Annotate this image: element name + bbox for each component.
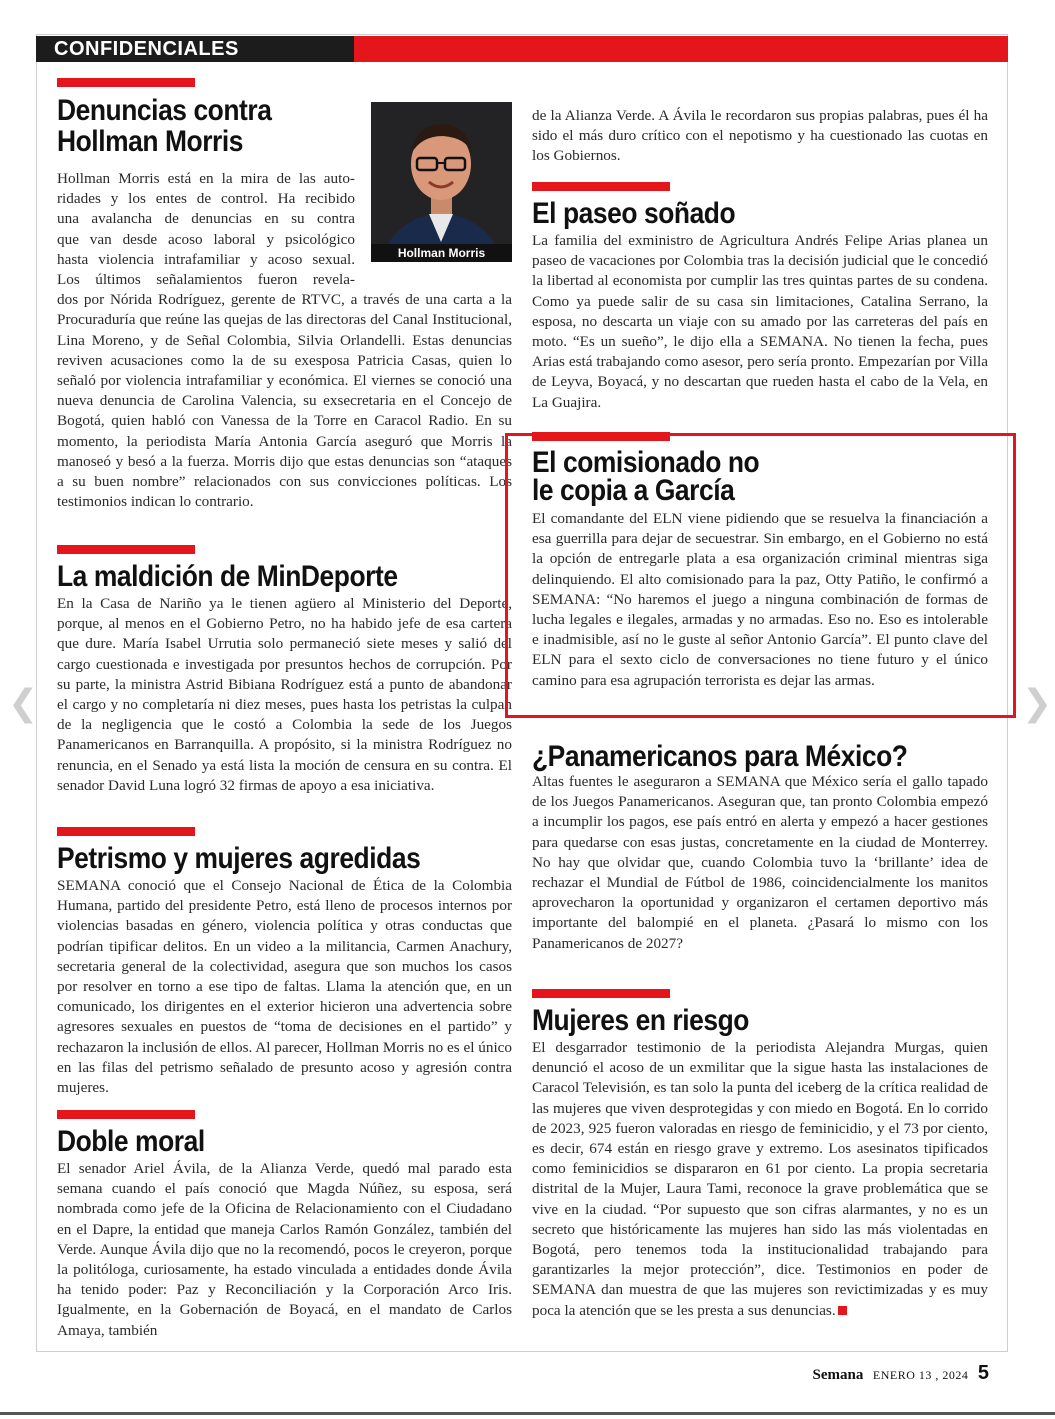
article-title-line2: le copia a García: [532, 474, 735, 507]
article-body-line: ridades y los entes de control. Ha recibido: [57, 190, 355, 208]
article-body: El comandante del ELN viene pidiendo que se resuelva la financiación a esa guerrilla para dejar de secuestrar. Sin embargo, en el Gobierno no está la opción de entregarle plata a esa organización criminal mientras siga delinquiendo. El alto comisionado para la paz, Otty Patiño, le confirmó a SEMANA: “No haremos el juego a ninguna combinación de formas de lucha legales e ilegales, armadas y no armadas. Eso no. Eso es intolerable e inadmisible, así no le guste al señor Antonio García”. El punto clave del ELN para el sexto ciclo de conversaciones no tiene futuro y el único camino para esa agrupación terrorista es dejar las armas.: [532, 510, 988, 689]
section-header-bar: [36, 36, 1008, 62]
red-rule: [57, 78, 195, 87]
red-rule: [532, 989, 670, 998]
previous-page-arrow-icon[interactable]: ❮: [8, 683, 39, 724]
article-body: SEMANA conoció que el Consejo Nacional de Ética de la Colombia Humana, partido del presidente Petro, está lleno de procesos internos por violencias basadas en género, violencia política y otras conductas que podrían tipificar delitos. En un video a la militancia, Carmen Anachury, secretaria general de la colectividad, asegura que son muchos los casos por resolver en torno a ese tipo de faltas. Llama la atención que, en un comunicado, los dirigentes en el exterior hicieron una advertencia sobre agresores sexuales en puestos de “toma de decisiones en el partido” y rechazaron la inclusión de ellos. Al parecer, Hollman Morris no es el único en las filas del petrismo señalado de presunto acoso y agresión contra mujeres.: [57, 877, 512, 1097]
article-mindeporte: [57, 545, 512, 796]
article-title: El paseo soñado: [532, 197, 736, 230]
portrait-illustration: [371, 102, 512, 262]
article-title: Doble moral: [57, 1125, 205, 1158]
article-body: En la Casa de Nariño ya le tienen agüero al Ministerio del Deporte, porque, al menos en el Gobierno Petro, no ha habido jefe de esa cartera que dure. María Isabel Urrutia solo permaneció siete meses y salió del cargo cuestionada e investigada por presuntos hechos de corrupción. Por su parte, la ministra Astrid Bibiana Rodríguez está a punto de abandonar el cargo y no completaría ni diez meses, pues hasta los petristas la culpan de la negligencia que le costó a Colombia la sede de los Juegos Panamericanos en Barranquilla. A propósito, si la ministra Rodríguez no renuncia, en el Senado ya está lista la moción de censura en su contra. El senador David Luna logró 32 firmas de apoyo a esa iniciativa.: [57, 595, 512, 794]
article-title: ¿Panamericanos para México?: [532, 740, 908, 773]
article-title-line1: El comisionado no: [532, 446, 760, 479]
bottom-divider: [0, 1412, 1055, 1415]
article-body-line: que van desde acoso laboral y psicológico: [57, 230, 355, 248]
article-title: La maldición de MinDeporte: [57, 560, 398, 593]
article-body: La familia del exministro de Agricultura Andrés Felipe Arias planea un paseo de vacaciones por Colombia tras la decisión judicial que le concedió la libertad al economista por cumplir las tres quintas partes de su condena. Como ya puede salir de su casa sin limitaciones, Catalina Serrano, la esposa, no descarta un viaje con su amado por las carreteras del país en moto. “Es un sueño”, le dijo ella a SEMANA. No tienen la fecha, pues Arias está trabajando como asesor, pero sería pronto. Empezarían por Villa de Leyva, Boyacá, y no descartan que rueden hasta el cabo de la Vela, en La Guajira.: [532, 232, 988, 411]
next-page-arrow-icon[interactable]: ❯: [1022, 683, 1053, 724]
article-body-line: Hollman Morris está en la mira de las auto-: [57, 170, 355, 187]
article-body-line: Los últimos señalamientos fueron revela-: [57, 271, 355, 289]
article-body-line: hasta violencia intrafamiliar y acoso sexual.: [57, 250, 355, 268]
photo-caption: Hollman Morris: [371, 244, 512, 262]
article-body: Altas fuentes le aseguraron a SEMANA que México sería el gallo tapado de los Juegos Panamericanos. Aseguran que, tan pronto Colombia empezó a incumplir los pagos, ese país entró en alerta y empezó a hacer gestiones para quedarse con esas justas, concretamente en la ciudad de Monterrey. No hay que olvidar que, cuando Colombia tuvo la ‘brillante’ idea de rechazar el Mundial de Fútbol de 1986, coincidencialmente los manitos aprovecharon la oportunidad y organizaron el certamen deportivo más importante del balompié en el planeta. ¿Pasará lo mismo con los Panamericanos de 2027?: [532, 773, 988, 952]
article-body: dos por Nórida Rodríguez, gerente de RTVC, a través de una carta a la Procuraduría que reúne las quejas de las directoras del Canal Institucional, Lina Moreno, y de Señal Colombia, Silvia Orlandelli. Estas denuncias reviven acusaciones como la de su exesposa Patricia Casas, quien lo señaló por violencia intrafamiliar y económica. El viernes se conoció una nueva denuncia de Carolina Valencia, su exsecretaria en el Concejo de Bogotá, quien habló con Vanessa de la Torre en Caracol Radio. En su momento, la periodista María Antonia García aseguró que Morris la manoseó y besó a la fuerza. Morris dijo que estas denuncias son “ataques a su buen nombre” relacionados con sus convicciones políticas. Los testimonios indican lo contrario.: [57, 291, 512, 511]
red-rule: [57, 827, 195, 836]
highlight-box: [505, 433, 1016, 718]
red-rule: [57, 1110, 195, 1119]
article-petrismo: [57, 827, 512, 1098]
article-paseo: [532, 182, 988, 413]
article-panamericanos: [532, 742, 988, 954]
article-body: [532, 1038, 988, 1321]
red-rule: [532, 182, 670, 191]
article-body-line: una avalancha de denuncias en su contra: [57, 210, 355, 228]
article-body-continued: de la Alianza Verde. A Ávila le recordaron sus propias palabras, pues él ha sido el más duro crítico con el nepotismo y ha cuestionado las cuotas en los Gobiernos.: [532, 107, 988, 165]
article-title: Mujeres en riesgo: [532, 1004, 750, 1037]
red-rule: [57, 545, 195, 554]
end-of-article-mark: [838, 1306, 847, 1315]
article-title: Petrismo y mujeres agredidas: [57, 842, 421, 875]
footer-date: ENERO 13 , 2024: [872, 1368, 969, 1382]
article-title-line2: Hollman Morris: [57, 125, 244, 158]
page-footer: [813, 1362, 989, 1385]
portrait-photo: [371, 102, 512, 262]
footer-brand: Semana: [812, 1367, 864, 1383]
article-body-text: El desgarrador testimonio de la periodista Alejandra Murgas, quien denunció el acoso de un exmilitar que la sigue hasta las instalaciones de Caracol Televisión, es tan solo la punta del iceberg de la crítica realidad de las mujeres que viven desprotegidas y con miedo en Bogotá. En lo corrido de 2023, 925 fueron valoradas en riesgo de feminicidio, y el 73 por ciento, es decir, 674 están en riesgo grave y extremo. Los asesinatos tipificados como feminicidios se dispararon en 61 por ciento. La propia secretaria distrital de la Mujer, Laura Tami, reconoce la grave problemática que se vive en la ciudad. “Por supuesto que son cifras alarmantes, y no es un secreto que históricamente las mujeres han sido las más violentadas en Bogotá, pero tenemos toda la institucionalidad trabajando para garantizarles la mejor protección”, dice. Testimonios en poder de SEMANA dan muestra de que las mujeres son revictimizadas y es muy poca la atención que se les presta a sus denuncias.: [532, 1039, 988, 1319]
article-doble-moral: [57, 1110, 512, 1341]
article-body: El senador Ariel Ávila, de la Alianza Verde, quedó mal parado esta semana cuando el país conoció que Magda Núñez, su esposa, será nombrada como jefe de la Oficina de Relacionamiento con el Ciudadano en el Dapre, la entidad que maneja Carlos Ramón González, también del Verde. Aunque Ávila dijo que no la recomendó, pocos le creyeron, porque la politóloga, curiosamente, ha estado vinculada a entidades donde Ávila ha tenido poder: Paz y Reconciliación y la Corporación Arco Iris. Igualmente, en la Gobernación de Boyacá, en el mandato de Carlos Amaya, también: [57, 1160, 512, 1339]
article-doble-moral-continued: [532, 106, 988, 167]
article-mujeres-riesgo: [532, 989, 988, 1321]
section-label: CONFIDENCIALES: [36, 36, 354, 62]
page-number: 5: [977, 1362, 989, 1384]
article-title-line1: Denuncias contra: [57, 94, 272, 127]
